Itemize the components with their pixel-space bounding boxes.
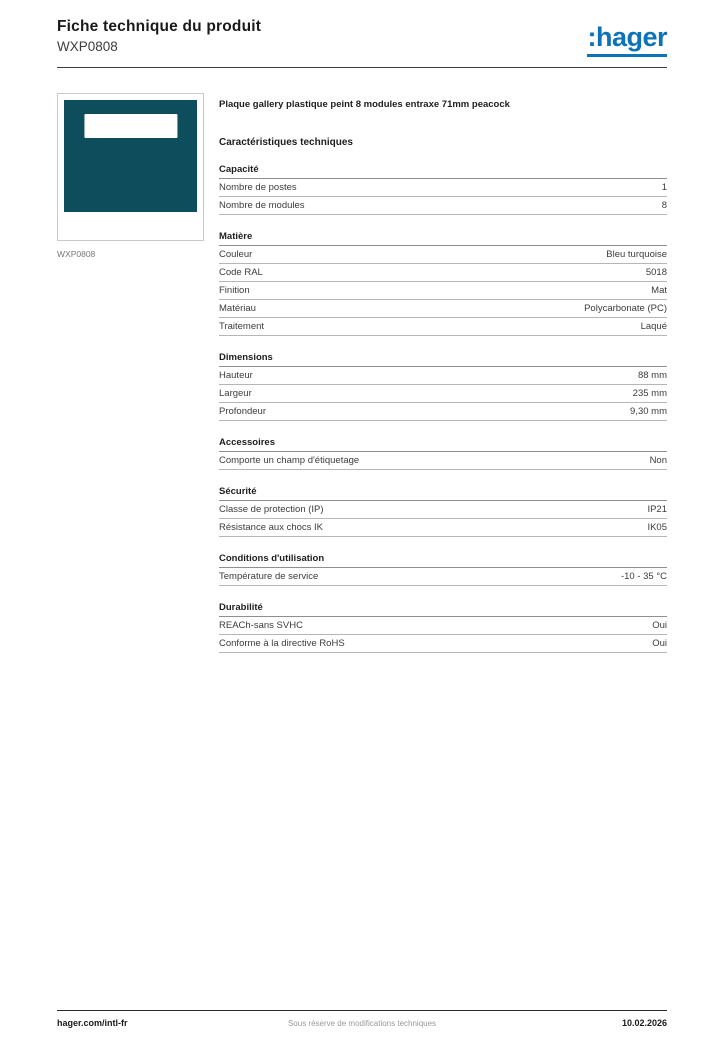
plate-aperture-graphic [84,114,177,138]
product-description: Plaque gallery plastique peint 8 modules entraxe 71mm peacock [219,99,510,110]
spec-label: Nombre de modules [219,200,305,211]
spec-label: REACh-sans SVHC [219,620,303,631]
spec-row [219,264,667,282]
section-title: Sécurité [219,486,667,501]
section-title: Conditions d'utilisation [219,553,667,568]
spec-label: Classe de protection (IP) [219,504,324,515]
spec-value: IK05 [647,522,667,533]
spec-column [219,93,667,653]
spec-row [219,197,667,215]
spec-label: Matériau [219,303,256,314]
spec-row [219,635,667,653]
spec-row [219,568,667,586]
spec-value: 235 mm [632,388,667,399]
spec-value: Oui [652,620,667,631]
spec-row [219,403,667,421]
spec-row [219,300,667,318]
hager-logo: :hager [587,24,667,57]
spec-label: Largeur [219,388,252,399]
product-image [57,93,204,241]
product-image-caption: WXP0808 [57,249,96,259]
product-code: WXP0808 [57,39,118,54]
header-title-block [57,18,261,54]
section-dimensions [219,352,667,421]
spec-value: 1 [661,182,667,193]
spec-label: Résistance aux chocs IK [219,522,324,533]
spec-row [219,367,667,385]
spec-label: Finition [219,285,250,296]
section-capacite [219,164,667,215]
spec-label: Code RAL [219,267,263,278]
section-durabilite [219,602,667,653]
spec-label: Profondeur [219,406,267,417]
product-plate-graphic [64,100,197,212]
footer-website-link[interactable]: hager.com/intl-fr [57,1018,128,1028]
spec-value: -10 - 35 °C [620,571,667,582]
spec-value: Oui [652,638,667,649]
tech-characteristics-heading: Caractéristiques techniques [219,137,353,148]
section-title: Capacité [219,164,667,179]
spec-label: Comporte un champ d'étiquetage [219,455,360,466]
spec-label: Couleur [219,249,253,260]
page-footer [57,1010,667,1028]
spec-row [219,501,667,519]
section-securite [219,486,667,537]
page-title: Fiche technique du produit [57,18,262,35]
section-title: Dimensions [219,352,667,367]
spec-row [219,385,667,403]
spec-value: 8 [661,200,667,211]
spec-value: 9,30 mm [630,406,667,417]
main-content [57,93,667,653]
datasheet-page [0,18,724,1042]
section-accessoires [219,437,667,470]
footer-date: 10.02.2026 [621,1018,667,1028]
spec-row [219,179,667,197]
spec-label: Conforme à la directive RoHS [219,638,345,649]
spec-value: Bleu turquoise [606,249,667,260]
product-image-column [57,93,205,259]
section-title: Matière [219,231,667,246]
section-title: Durabilité [219,602,667,617]
spec-label: Nombre de postes [219,182,297,193]
section-matiere [219,231,667,336]
spec-value: Non [649,455,667,466]
spec-value: Mat [651,285,667,296]
spec-value: IP21 [647,504,667,515]
spec-value: 88 mm [637,370,667,381]
spec-value: 5018 [645,267,667,278]
spec-row [219,246,667,264]
spec-row [219,318,667,336]
section-conditions-utilisation [219,553,667,586]
section-title: Accessoires [219,437,667,452]
spec-row [219,452,667,470]
spec-value: Polycarbonate (PC) [584,303,667,314]
spec-label: Hauteur [219,370,253,381]
page-header [57,18,667,68]
spec-label: Température de service [219,571,319,582]
footer-disclaimer: Sous réserve de modifications techniques [287,1019,437,1028]
spec-row [219,617,667,635]
spec-row [219,282,667,300]
spec-row [219,519,667,537]
spec-value: Laqué [640,321,667,332]
spec-label: Traitement [219,321,265,332]
